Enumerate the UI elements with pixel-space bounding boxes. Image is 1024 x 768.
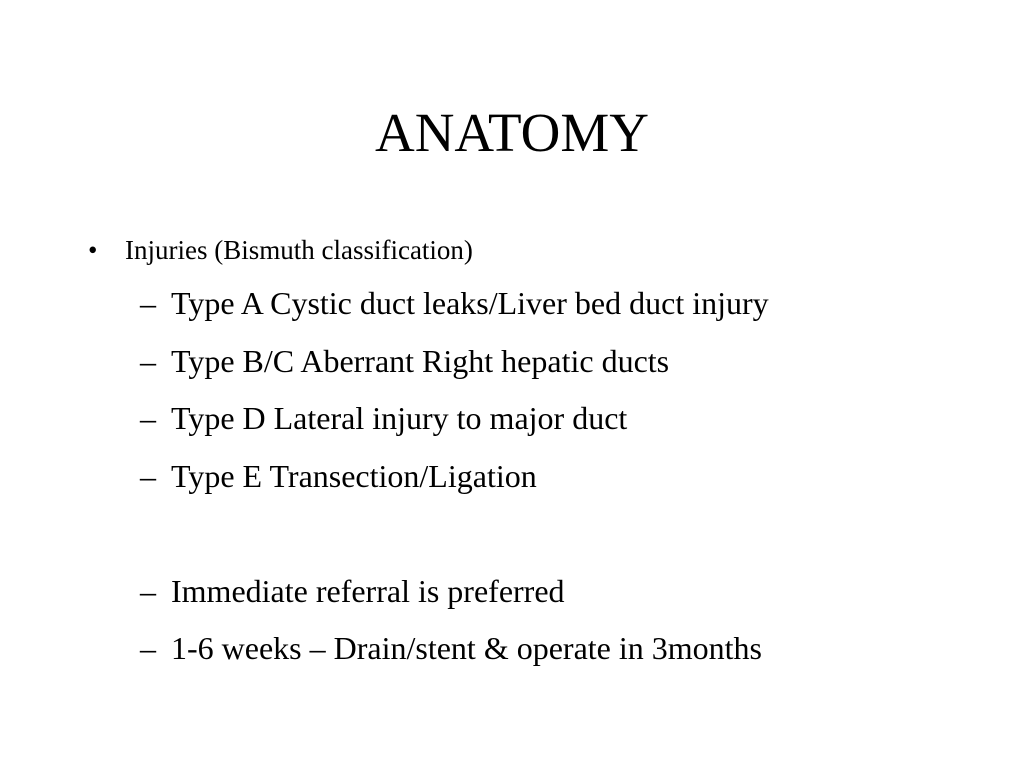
sub-bullet-item bbox=[140, 281, 769, 339]
bullet-icon: • bbox=[88, 235, 98, 265]
sub-bullet-item bbox=[140, 626, 769, 684]
sub-bullet-text: Type E Transection/Ligation bbox=[171, 457, 537, 494]
main-bullet-text: Injuries (Bismuth classification) bbox=[125, 235, 473, 265]
sub-bullet-item bbox=[140, 339, 769, 397]
sub-bullet-item bbox=[140, 454, 769, 512]
dash-icon: – bbox=[140, 285, 156, 321]
dash-icon: – bbox=[140, 400, 156, 436]
sub-bullet-text: Immediate referral is preferred bbox=[171, 572, 565, 609]
sub-bullet-list bbox=[140, 281, 769, 684]
sub-bullet-text: Type A Cystic duct leaks/Liver bed duct injury bbox=[171, 285, 769, 321]
blank-line bbox=[140, 511, 769, 569]
dash-icon: – bbox=[140, 342, 156, 379]
sub-bullet-text: 1-6 weeks – Drain/stent & operate in 3months bbox=[171, 630, 762, 666]
sub-bullet-text: Type B/C Aberrant Right hepatic ducts bbox=[171, 342, 670, 379]
sub-bullet-text: Type D Lateral injury to major duct bbox=[171, 400, 628, 436]
dash-icon: – bbox=[140, 457, 156, 494]
dash-icon: – bbox=[140, 630, 156, 666]
sub-bullet-item bbox=[140, 396, 769, 454]
main-bullet-point bbox=[88, 230, 473, 270]
slide-title: ANATOMY bbox=[374, 102, 649, 163]
sub-bullet-item bbox=[140, 569, 769, 627]
dash-icon: – bbox=[140, 572, 156, 609]
